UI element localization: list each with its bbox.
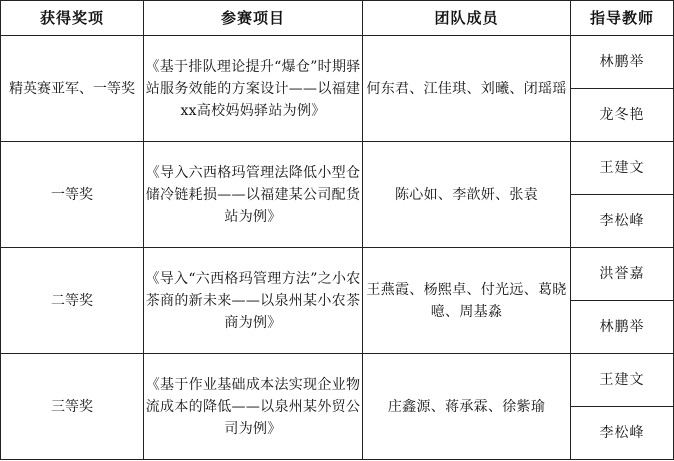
- members-cell: 陈心如、李歆妍、张袁: [363, 142, 571, 248]
- header-project: 参赛项目: [144, 1, 363, 36]
- members-cell: 庄鑫源、蒋承霖、徐紫瑜: [363, 354, 571, 460]
- table-row: [1, 354, 674, 407]
- header-teacher: 指导教师: [571, 1, 674, 36]
- members-cell: 王燕霞、杨熙卓、付光远、葛晓噫、周基淼: [363, 248, 571, 354]
- members-cell: 何东君、江佳琪、刘曦、闭瑶瑶: [363, 36, 571, 142]
- award-cell: 二等奖: [1, 248, 144, 354]
- award-cell: 三等奖: [1, 354, 144, 460]
- teacher-cell: 林鹏举: [571, 301, 674, 354]
- teacher-cell: 王建文: [571, 142, 674, 195]
- teacher-cell: 王建文: [571, 354, 674, 407]
- award-cell: 精英赛亚军、一等奖: [1, 36, 144, 142]
- project-cell: 《导入六西格玛管理法降低小型仓储冷链耗损——以福建某公司配货站为例》: [144, 142, 363, 248]
- table-row: [1, 142, 674, 195]
- project-cell: 《基于作业基础成本法实现企业物流成本的降低——以泉州某外贸公司为例》: [144, 354, 363, 460]
- project-cell: 《导入“六西格玛管理方法”之小农茶商的新未来——以泉州某小农茶商为例》: [144, 248, 363, 354]
- header-award: 获得奖项: [1, 1, 144, 36]
- teacher-cell: 李松峰: [571, 195, 674, 248]
- table-row: [1, 248, 674, 301]
- teacher-cell: 洪誉嘉: [571, 248, 674, 301]
- project-cell: 《基于排队理论提升“爆仓”时期驿站服务效能的方案设计——以福建xx高校妈妈驿站为例》: [144, 36, 363, 142]
- header-team: 团队成员: [363, 1, 571, 36]
- header-row: [1, 1, 674, 36]
- award-cell: 一等奖: [1, 142, 144, 248]
- teacher-cell: 林鹏举: [571, 36, 674, 89]
- teacher-cell: 龙冬艳: [571, 89, 674, 142]
- teacher-cell: 李松峰: [571, 407, 674, 460]
- table-row: [1, 36, 674, 89]
